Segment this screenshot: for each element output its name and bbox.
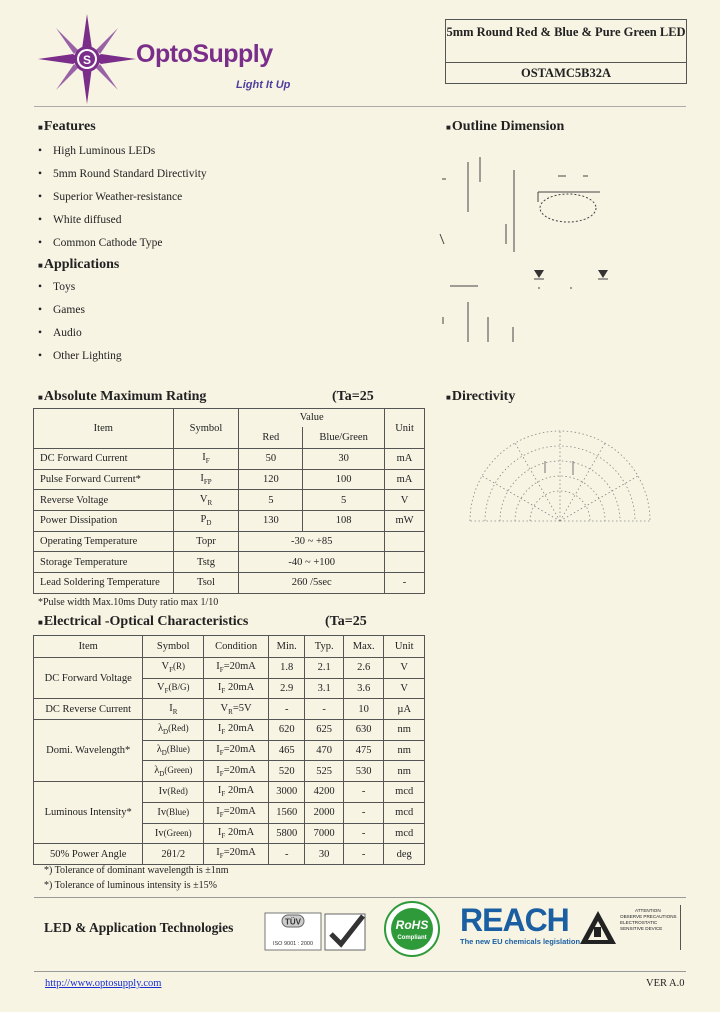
item-cell: Storage Temperature bbox=[34, 552, 174, 573]
item-cell: Power Dissipation bbox=[34, 511, 174, 532]
col-header-min: Min. bbox=[268, 636, 304, 658]
condition-subscript: F bbox=[219, 852, 224, 861]
value-cell: -30 ~ +85 bbox=[239, 531, 385, 552]
min-cell: - bbox=[268, 844, 304, 865]
unit-cell: µA bbox=[384, 699, 425, 720]
table-row bbox=[34, 552, 425, 573]
min-cell: 1.8 bbox=[268, 658, 304, 679]
abs-max-condition: (Ta=25 bbox=[332, 389, 374, 404]
feature-item bbox=[38, 145, 207, 168]
symbol-cell bbox=[143, 699, 204, 720]
condition-subscript: R bbox=[228, 707, 233, 716]
item-cell: 50% Power Angle bbox=[34, 844, 143, 865]
col-header-bluegreen: Blue/Green bbox=[303, 427, 385, 449]
symbol-subscript: F bbox=[205, 457, 210, 466]
application-item-label: Audio bbox=[53, 327, 82, 339]
table-header-row bbox=[34, 636, 425, 658]
condition-cell bbox=[204, 802, 269, 823]
typ-cell: 30 bbox=[305, 844, 343, 865]
symbol-cell bbox=[143, 802, 204, 823]
feature-item-label: High Luminous LEDs bbox=[53, 145, 156, 157]
unit-cell: nm bbox=[384, 740, 425, 761]
item-cell: Luminous Intensity* bbox=[34, 782, 143, 844]
col-header-symbol: Symbol bbox=[173, 409, 239, 449]
max-cell: 10 bbox=[343, 699, 384, 720]
application-item-label: Games bbox=[53, 304, 85, 316]
symbol-cell bbox=[143, 740, 204, 761]
tuv-iso-badge bbox=[264, 912, 324, 952]
bullet-icon: • bbox=[38, 327, 43, 339]
unit-cell: V bbox=[384, 678, 425, 699]
condition-cell bbox=[204, 761, 269, 782]
symbol-suffix: (Blue) bbox=[166, 807, 190, 818]
bluegreen-value-cell: 30 bbox=[303, 449, 385, 470]
condition-subscript: F bbox=[219, 811, 224, 820]
condition-cell bbox=[204, 678, 269, 699]
condition-symbol: I bbox=[216, 806, 220, 818]
features-list bbox=[38, 145, 207, 260]
symbol-suffix: (Red) bbox=[167, 786, 188, 797]
condition-subscript: F bbox=[219, 666, 224, 675]
esd-warning-badge bbox=[576, 905, 686, 950]
unit-cell: nm bbox=[384, 720, 425, 741]
max-cell: - bbox=[343, 844, 384, 865]
item-cell: Operating Temperature bbox=[34, 531, 174, 552]
unit-cell: V bbox=[385, 490, 425, 511]
symbol-subscript: R bbox=[172, 707, 178, 716]
symbol-suffix: (Red) bbox=[168, 723, 189, 734]
condition-value: 20mA bbox=[225, 826, 255, 838]
table-row bbox=[34, 469, 425, 490]
abs-max-table bbox=[33, 408, 425, 594]
symbol-suffix: (Green) bbox=[164, 764, 193, 775]
symbol-text: I bbox=[200, 472, 204, 484]
outline-heading: ■Outline Dimension bbox=[446, 119, 565, 134]
item-cell: Lead Soldering Temperature bbox=[34, 573, 174, 594]
condition-symbol: I bbox=[216, 744, 220, 756]
max-cell: - bbox=[343, 823, 384, 844]
condition-symbol: I bbox=[217, 826, 222, 838]
min-cell: - bbox=[268, 699, 304, 720]
unit-cell: mcd bbox=[384, 802, 425, 823]
symbol-subscript: D bbox=[159, 769, 165, 778]
table-row bbox=[34, 782, 425, 803]
typ-cell: 625 bbox=[305, 720, 343, 741]
col-header-red: Red bbox=[239, 427, 303, 449]
unit-cell: mcd bbox=[384, 782, 425, 803]
symbol-subscript: R bbox=[207, 498, 213, 507]
max-cell: 3.6 bbox=[343, 678, 384, 699]
header-divider bbox=[34, 106, 686, 107]
reach-badge bbox=[460, 902, 581, 951]
table-row bbox=[34, 573, 425, 594]
condition-subscript: F bbox=[219, 749, 224, 758]
unit-cell: mA bbox=[385, 449, 425, 470]
application-item bbox=[38, 304, 122, 327]
min-cell: 620 bbox=[268, 720, 304, 741]
esd-text: ATTENTION OBSERVE PRECAUTIONS ELECTROSTATIC SENSITIVE DEVICE bbox=[620, 908, 677, 931]
condition-cell bbox=[204, 740, 269, 761]
electro-heading: ■Electrical -Optical Characteristics (Ta=25 bbox=[38, 614, 367, 629]
footer-divider-bottom bbox=[34, 971, 686, 972]
col-header-max: Max. bbox=[343, 636, 384, 658]
feature-item bbox=[38, 168, 207, 191]
item-cell: DC Forward Voltage bbox=[34, 658, 143, 699]
symbol-text: Iv bbox=[154, 827, 164, 839]
condition-symbol: I bbox=[217, 785, 222, 797]
symbol-suffix: (Green) bbox=[163, 827, 192, 838]
symbol-text: P bbox=[200, 514, 207, 526]
condition-symbol: I bbox=[217, 723, 222, 735]
table-row bbox=[34, 449, 425, 470]
condition-cell bbox=[204, 844, 269, 865]
applications-list bbox=[38, 281, 122, 373]
symbol-cell bbox=[143, 844, 204, 865]
reach-label: REACH bbox=[460, 902, 569, 938]
esd-divider bbox=[680, 905, 681, 950]
col-header-value: Value bbox=[239, 409, 385, 427]
application-item bbox=[38, 281, 122, 304]
feature-item-label: 5mm Round Standard Directivity bbox=[53, 168, 207, 180]
directivity-polar-chart bbox=[465, 425, 655, 525]
unit-cell: mA bbox=[385, 469, 425, 490]
symbol-text: λ bbox=[157, 723, 164, 735]
check-certification-icon bbox=[323, 910, 371, 954]
symbol-cell bbox=[143, 761, 204, 782]
item-cell: Reverse Voltage bbox=[34, 490, 174, 511]
bluegreen-value-cell: 108 bbox=[303, 511, 385, 532]
condition-value: =20mA bbox=[223, 847, 256, 859]
condition-value: 20mA bbox=[225, 681, 255, 693]
condition-subscript: F bbox=[221, 687, 226, 696]
logo-letter: S bbox=[82, 53, 92, 67]
symbol-text: λ bbox=[156, 744, 162, 756]
red-value-cell: 5 bbox=[239, 490, 303, 511]
min-cell: 465 bbox=[268, 740, 304, 761]
condition-value: =20mA bbox=[223, 806, 256, 818]
col-header-unit: Unit bbox=[384, 636, 425, 658]
value-cell: 260 /5sec bbox=[239, 573, 385, 594]
version-label: VER A.0 bbox=[646, 978, 685, 989]
item-cell: DC Reverse Current bbox=[34, 699, 143, 720]
max-cell: - bbox=[343, 802, 384, 823]
application-item bbox=[38, 350, 122, 373]
condition-cell bbox=[204, 782, 269, 803]
application-item-label: Other Lighting bbox=[53, 350, 122, 362]
symbol-subscript: FP bbox=[203, 478, 212, 487]
symbol-cell bbox=[173, 449, 239, 470]
condition-subscript: F bbox=[221, 790, 226, 799]
symbol-cell bbox=[173, 511, 239, 532]
typ-cell: 3.1 bbox=[305, 678, 343, 699]
electro-condition: (Ta=25 bbox=[325, 614, 367, 629]
col-header-typ: Typ. bbox=[305, 636, 343, 658]
unit-cell: - bbox=[385, 573, 425, 594]
max-cell: 630 bbox=[343, 720, 384, 741]
min-cell: 520 bbox=[268, 761, 304, 782]
symbol-cell: Topr bbox=[173, 531, 239, 552]
col-header-condition: Condition bbox=[204, 636, 269, 658]
condition-value: =20mA bbox=[223, 764, 256, 776]
brand-name: OptoSupply bbox=[136, 40, 273, 68]
condition-value: =20mA bbox=[223, 744, 256, 756]
unit-cell bbox=[385, 552, 425, 573]
feature-item-label: Common Cathode Type bbox=[53, 237, 163, 249]
condition-cell bbox=[204, 658, 269, 679]
footer-divider-top bbox=[34, 897, 686, 898]
symbol-suffix: (Blue) bbox=[166, 744, 190, 755]
electro-optical-table bbox=[33, 635, 425, 865]
electro-note-2: *) Tolerance of luminous intensity is ±15% bbox=[44, 880, 217, 891]
bullet-icon: • bbox=[38, 237, 43, 249]
symbol-cell bbox=[143, 658, 204, 679]
table-row bbox=[34, 511, 425, 532]
abs-max-note: *Pulse width Max.10ms Duty ratio max 1/10 bbox=[38, 597, 219, 608]
condition-symbol: I bbox=[216, 847, 220, 859]
iso-label: ISO 9001 : 2000 bbox=[272, 941, 314, 947]
product-title: 5mm Round Red & Blue & Pure Green LED bbox=[446, 20, 686, 63]
bullet-icon: • bbox=[38, 281, 43, 293]
red-value-cell: 120 bbox=[239, 469, 303, 490]
table-row bbox=[34, 490, 425, 511]
condition-cell bbox=[204, 823, 269, 844]
symbol-suffix: (B/G) bbox=[168, 681, 190, 692]
symbol-subscript: D bbox=[161, 749, 167, 758]
symbol-subscript: D bbox=[163, 728, 169, 737]
bluegreen-value-cell: 100 bbox=[303, 469, 385, 490]
condition-symbol: I bbox=[217, 681, 222, 693]
typ-cell: 2000 bbox=[305, 802, 343, 823]
condition-cell bbox=[204, 720, 269, 741]
symbol-text: λ bbox=[154, 764, 160, 776]
symbol-text: V bbox=[199, 493, 208, 505]
bullet-icon: • bbox=[38, 350, 43, 362]
bullet-icon: • bbox=[38, 304, 43, 316]
bullet-icon: • bbox=[38, 145, 43, 157]
table-row bbox=[34, 531, 425, 552]
item-cell: Domi. Wavelength* bbox=[34, 720, 143, 782]
bluegreen-value-cell: 5 bbox=[303, 490, 385, 511]
feature-item-label: Superior Weather-resistance bbox=[53, 191, 183, 203]
symbol-text: I bbox=[169, 702, 173, 714]
electro-note-1: *) Tolerance of dominant wavelength is ±1nm bbox=[44, 865, 229, 876]
esd-warning-icon bbox=[578, 909, 618, 947]
brand-tagline: Light It Up bbox=[236, 79, 291, 91]
condition-subscript: F bbox=[219, 769, 224, 778]
unit-cell: mW bbox=[385, 511, 425, 532]
unit-cell: deg bbox=[384, 844, 425, 865]
website-link[interactable]: http://www.optosupply.com bbox=[45, 978, 162, 989]
col-header-unit: Unit bbox=[385, 409, 425, 449]
unit-cell bbox=[385, 531, 425, 552]
outline-drawing bbox=[438, 152, 678, 352]
condition-symbol: I bbox=[216, 661, 220, 673]
item-cell: DC Forward Current bbox=[34, 449, 174, 470]
condition-symbol: I bbox=[216, 764, 220, 776]
symbol-text: V bbox=[157, 681, 165, 693]
symbol-cell bbox=[173, 490, 239, 511]
unit-cell: V bbox=[384, 658, 425, 679]
symbol-cell: Tstg bbox=[173, 552, 239, 573]
symbol-subscript: F bbox=[169, 666, 174, 675]
symbol-suffix: (R) bbox=[173, 661, 186, 672]
min-cell: 5800 bbox=[268, 823, 304, 844]
unit-cell: nm bbox=[384, 761, 425, 782]
tuv-label: TÜV bbox=[285, 917, 301, 927]
condition-value: 20mA bbox=[225, 723, 255, 735]
rohs-label: RoHS bbox=[395, 918, 429, 932]
typ-cell: 7000 bbox=[305, 823, 343, 844]
symbol-text: Iv bbox=[157, 807, 167, 819]
max-cell: - bbox=[343, 782, 384, 803]
value-cell: -40 ~ +100 bbox=[239, 552, 385, 573]
item-cell: Pulse Forward Current* bbox=[34, 469, 174, 490]
title-box bbox=[445, 19, 687, 84]
symbol-cell bbox=[173, 469, 239, 490]
application-item-label: Toys bbox=[53, 281, 76, 293]
rohs-compliant-badge bbox=[376, 900, 448, 958]
max-cell: 475 bbox=[343, 740, 384, 761]
table-row bbox=[34, 720, 425, 741]
typ-cell: 470 bbox=[305, 740, 343, 761]
feature-item bbox=[38, 214, 207, 237]
part-number: OSTAMC5B32A bbox=[520, 66, 612, 80]
symbol-text: V bbox=[161, 661, 170, 673]
symbol-text: 2θ1/2 bbox=[161, 848, 186, 860]
col-header-item: Item bbox=[34, 636, 143, 658]
feature-item bbox=[38, 191, 207, 214]
condition-cell bbox=[204, 699, 269, 720]
bullet-icon: • bbox=[38, 214, 43, 226]
min-cell: 3000 bbox=[268, 782, 304, 803]
condition-symbol: V bbox=[220, 702, 229, 714]
bullet-icon: • bbox=[38, 191, 43, 203]
max-cell: 2.6 bbox=[343, 658, 384, 679]
table-row bbox=[34, 699, 425, 720]
symbol-cell bbox=[143, 720, 204, 741]
condition-subscript: F bbox=[221, 728, 226, 737]
symbol-subscript: F bbox=[164, 687, 169, 696]
red-value-cell: 50 bbox=[239, 449, 303, 470]
rohs-sub: Compliant bbox=[397, 935, 427, 941]
applications-heading: ■Applications bbox=[38, 257, 120, 272]
footer-company: LED & Application Technologies bbox=[44, 920, 234, 935]
min-cell: 2.9 bbox=[268, 678, 304, 699]
bullet-icon: • bbox=[38, 168, 43, 180]
condition-value: =5V bbox=[232, 702, 252, 714]
max-cell: 530 bbox=[343, 761, 384, 782]
condition-value: 20mA bbox=[225, 785, 255, 797]
condition-value: =20mA bbox=[223, 661, 256, 673]
symbol-cell bbox=[143, 823, 204, 844]
symbol-cell bbox=[143, 678, 204, 699]
typ-cell: 2.1 bbox=[305, 658, 343, 679]
abs-max-heading: ■Absolute Maximum Rating (Ta=25 bbox=[38, 389, 374, 404]
col-header-symbol: Symbol bbox=[143, 636, 204, 658]
feature-item-label: White diffused bbox=[53, 214, 122, 226]
symbol-cell bbox=[143, 782, 204, 803]
table-row bbox=[34, 844, 425, 865]
reach-sub: The new EU chemicals legislation bbox=[460, 937, 581, 946]
symbol-text: Iv bbox=[158, 786, 168, 798]
symbol-cell: Tsol bbox=[173, 573, 239, 594]
min-cell: 1560 bbox=[268, 802, 304, 823]
unit-cell: mcd bbox=[384, 823, 425, 844]
table-row bbox=[34, 658, 425, 679]
typ-cell: 525 bbox=[305, 761, 343, 782]
application-item bbox=[38, 327, 122, 350]
features-heading: ■Features bbox=[38, 119, 96, 134]
symbol-subscript: D bbox=[206, 519, 212, 528]
directivity-heading: ■Directivity bbox=[446, 389, 516, 404]
condition-subscript: F bbox=[221, 831, 226, 840]
symbol-text: I bbox=[202, 452, 206, 464]
typ-cell: - bbox=[305, 699, 343, 720]
col-header-item: Item bbox=[34, 409, 174, 449]
red-value-cell: 130 bbox=[239, 511, 303, 532]
typ-cell: 4200 bbox=[305, 782, 343, 803]
